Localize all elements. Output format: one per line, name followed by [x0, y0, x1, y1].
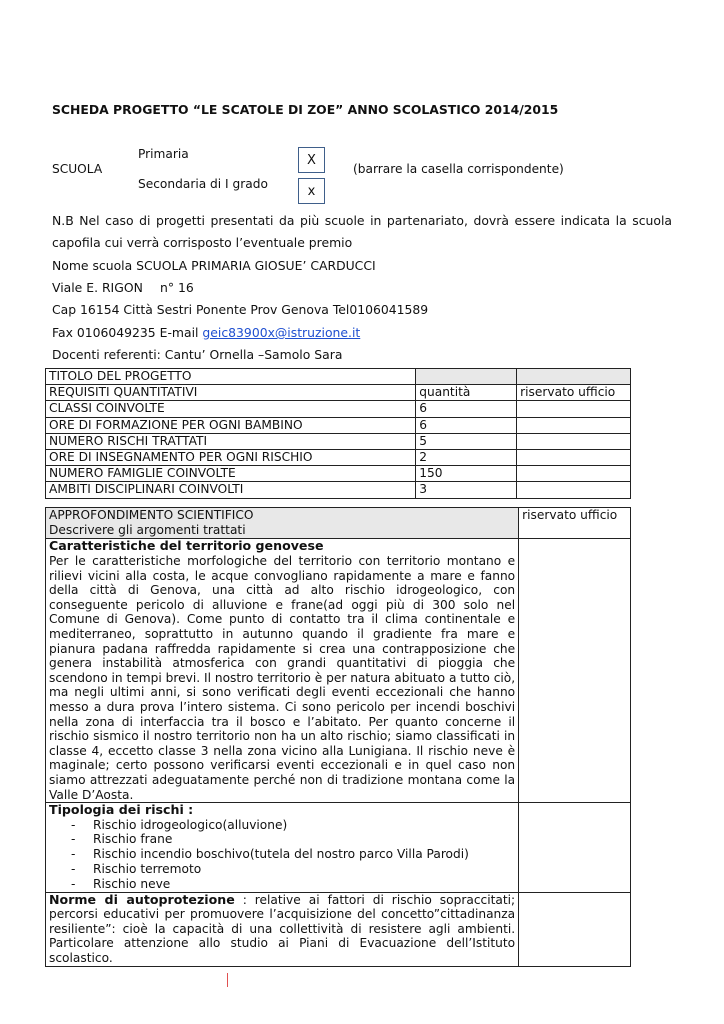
table-row [46, 433, 631, 449]
row-value: 5 [416, 433, 517, 449]
option-primaria-label: Primaria [138, 147, 189, 161]
text-cursor [227, 973, 228, 987]
page-title: SCHEDA PROGETTO “LE SCATOLE DI ZOE” ANNO SCOLASTICO 2014/2015 [52, 102, 559, 117]
list-item: - Rischio neve [71, 877, 515, 892]
fax-email-line [52, 325, 360, 340]
insight-header [46, 508, 519, 539]
project-title-value [416, 369, 517, 385]
email-link[interactable]: geic83900x@istruzione.it [202, 325, 361, 340]
row-value: 6 [416, 401, 517, 417]
list-item: - Rischio frane [71, 832, 515, 847]
risk-types-office [519, 803, 631, 893]
list-item: - Rischio idrogeologico(alluvione) [71, 818, 515, 833]
risk-types-title: Tipologia dei rischi : [49, 802, 194, 818]
nb-note-line1: N.B Nel caso di progetti presentati da più scuole in partenariato, dovrà essere indicata la scuola [52, 213, 672, 228]
row-label: ORE DI INSEGNAMENTO PER OGNI RISCHIO [46, 450, 416, 466]
row-office [517, 450, 631, 466]
row-value: 150 [416, 466, 517, 482]
quantitative-requirements-table [45, 368, 631, 499]
self-protection-section [46, 892, 519, 966]
project-title-label: TITOLO DEL PROGETTO [46, 369, 416, 385]
row-value: 3 [416, 482, 517, 498]
row-office [517, 433, 631, 449]
street-number: n° 16 [160, 280, 194, 295]
fax-label: Fax 0106049235 E-mail [52, 325, 203, 340]
checkbox-secondaria[interactable]: x [298, 178, 325, 204]
insight-office-header: riservato ufficio [519, 508, 631, 539]
row-label: NUMERO RISCHI TRATTATI [46, 433, 416, 449]
row-value: 2 [416, 450, 517, 466]
row-label: CLASSI COINVOLTE [46, 401, 416, 417]
nb-note-line2: capofila cui verrà corrisposto l’eventuale premio [52, 235, 353, 250]
self-protection-office [519, 892, 631, 966]
territory-text: Per le caratteristiche morfologiche del territorio con territorio montano e rilievi vicini alla costa, le acque convogliano rapidamente a mare e fanno della città di Genova, una città ad alto rischio idrogeologico, con conseguente pericolo di alluvione e frane(ad oggi più di 300 solo nel Comune di Genova). Come punto di contatto tra il clima continentale e mediterraneo, soprattutto in autunno quando il gradiente fra mare e pianura padana raffredda rapidamente si crea una contrapposizione che genera instabilità atmosferica con grandi quantitativi di pioggia che scendono in tempi brevi. Il nostro territorio è per natura abituato a tutto ciò, ma negli ultimi anni, si sono verificati degli eventi eccezionali che hanno messo a dura prova l’intero sistema. Ci sono pericolo per incendi boschivi nella zona di interfaccia tra il bosco e l’abitato. Per quanto concerne il rischio sismico il nostro territorio non ha un alto rischio; siamo classificati in classe 4, eccetto classe 3 nella zona vicino alla Lunigiana. Il rischio neve è maginale; certo possono verificarsi eventi eccezionali e in quel caso non siamo attrezzati adeguatamente perché non di tradizione montana come la Valle D’Aosta. [49, 554, 516, 802]
table-row [46, 482, 631, 498]
list-item: - Rischio terremoto [71, 862, 515, 877]
teachers-line: Docenti referenti: Cantu’ Ornella –Samolo Sara [52, 347, 343, 362]
checkbox-primaria[interactable]: X [298, 147, 325, 173]
row-value: 6 [416, 417, 517, 433]
quantity-header: quantità [416, 385, 517, 401]
insight-header-title: APPROFONDIMENTO SCIENTIFICO [49, 508, 254, 522]
checkbox-instruction: (barrare la casella corrispondente) [353, 162, 564, 176]
street-address: Viale E. RIGON [52, 280, 143, 295]
territory-title: Caratteristiche del territorio genovese [49, 538, 324, 554]
row-label: ORE DI FORMAZIONE PER OGNI BAMBINO [46, 417, 416, 433]
row-label: AMBITI DISCIPLINARI COINVOLTI [46, 482, 416, 498]
table-row [46, 450, 631, 466]
table-row [46, 417, 631, 433]
row-office [517, 417, 631, 433]
self-protection-title: Norme di autoprotezione [49, 891, 235, 907]
cap-line: Cap 16154 Città Sestri Ponente Prov Genova Tel0106041589 [52, 302, 429, 317]
row-office [517, 401, 631, 417]
requirements-label: REQUISITI QUANTITATIVI [46, 385, 416, 401]
scientific-insight-table [45, 507, 631, 967]
territory-office [519, 539, 631, 803]
option-secondaria-label: Secondaria di I grado [138, 177, 268, 191]
self-protection-text: : relative ai fattori di rischio sopraccitati; percorsi educativi per promuovere l’acquisizione del concetto”cittadinanza resiliente”: cioè la capacità di una collettività di resistere agli ambienti. Particolare attenzione allo studio ai Piani di Evacuazione dell’Istituto scolastico. [49, 892, 516, 966]
office-header: riservato ufficio [517, 385, 631, 401]
table-row [46, 401, 631, 417]
row-label: NUMERO FAMIGLIE COINVOLTE [46, 466, 416, 482]
risk-list [49, 818, 515, 892]
table-row [46, 466, 631, 482]
row-office [517, 466, 631, 482]
school-name: Nome scuola SCUOLA PRIMARIA GIOSUE’ CARDUCCI [52, 258, 376, 273]
risk-types-section [46, 803, 519, 893]
list-item: - Rischio incendio boschivo(tutela del nostro parco Villa Parodi) [71, 847, 515, 862]
row-office [517, 482, 631, 498]
insight-header-subtitle: Descrivere gli argomenti trattati [49, 523, 246, 538]
territory-section [46, 539, 519, 803]
project-title-office [517, 369, 631, 385]
school-label: SCUOLA [52, 162, 103, 176]
